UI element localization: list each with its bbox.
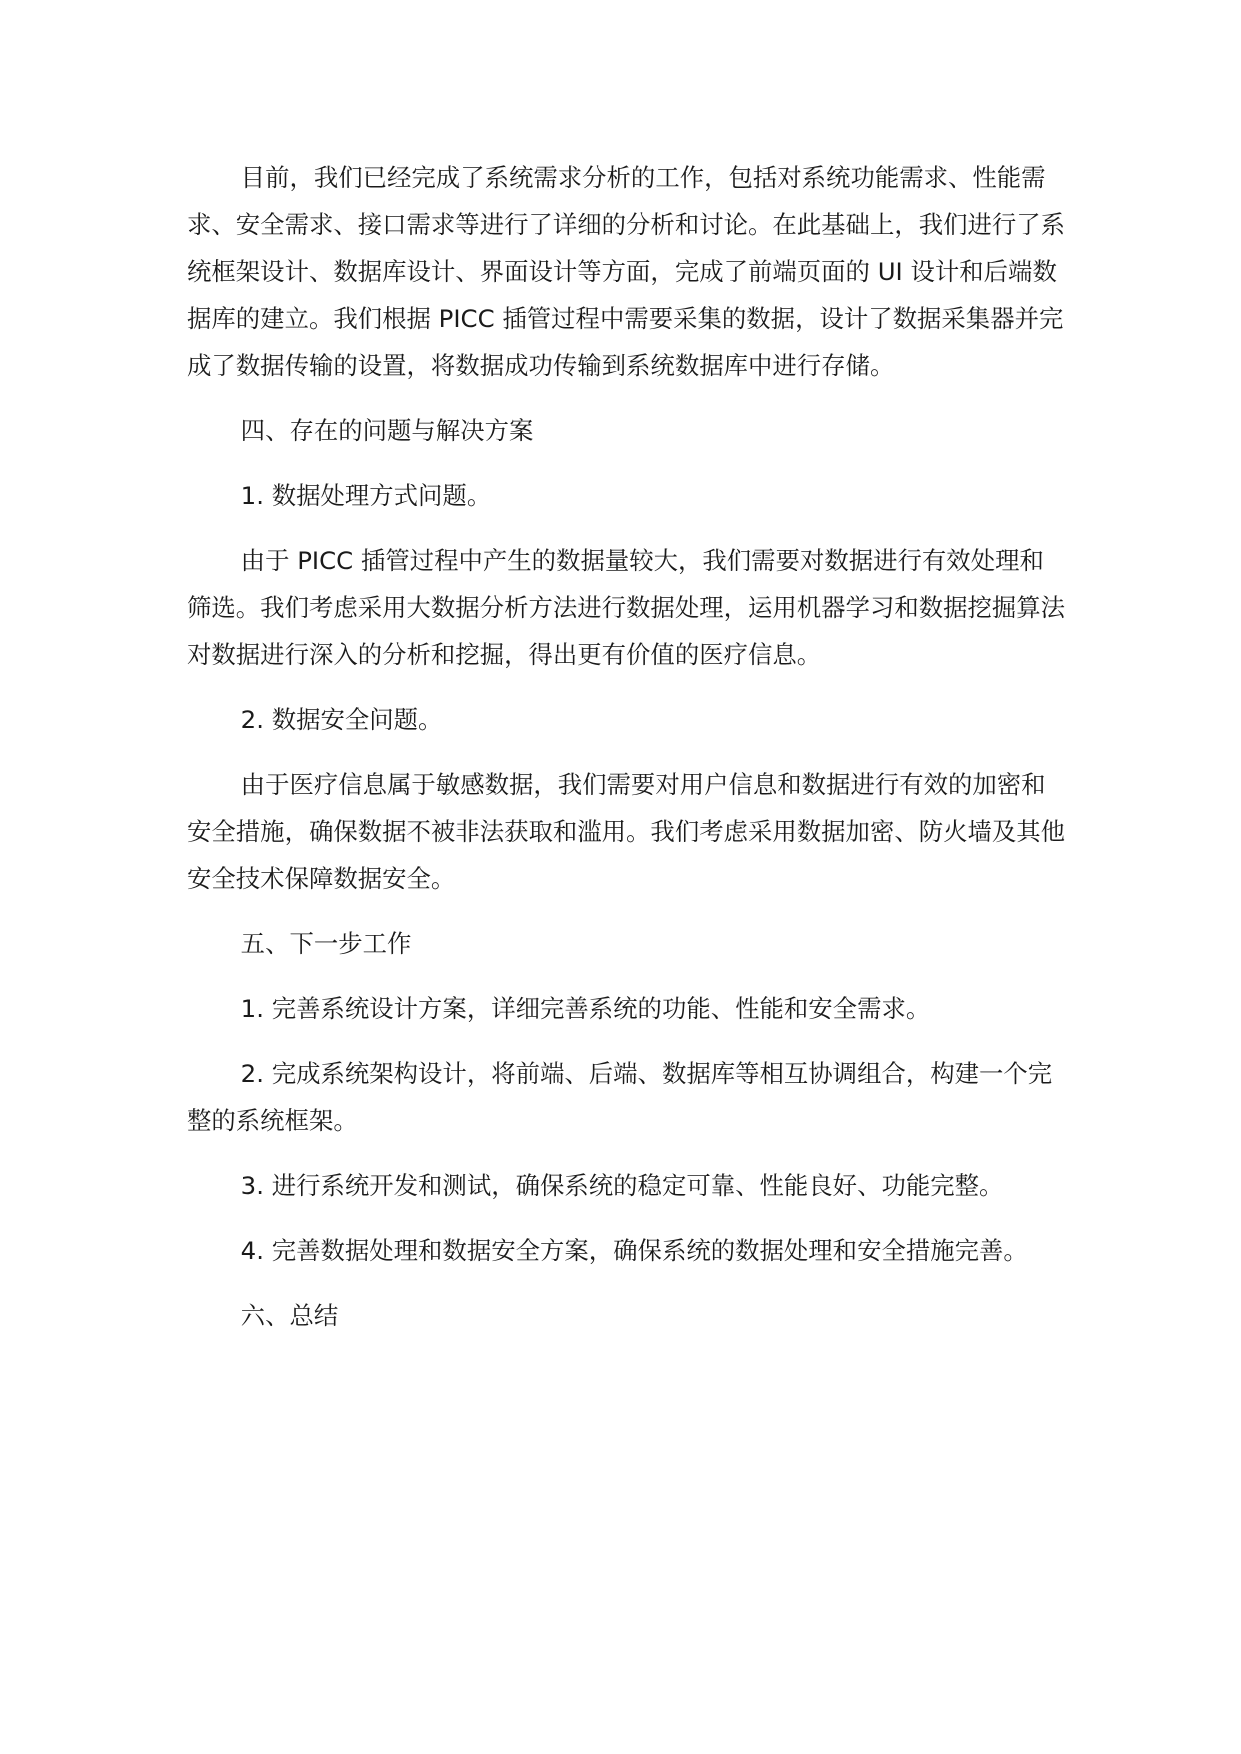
paragraph-gap xyxy=(187,519,1067,537)
section-heading-next-steps: 五、下一步工作 xyxy=(240,929,412,958)
next-step-item-4: 4. 完善数据处理和数据安全方案，确保系统的数据处理和安全措施完善。 xyxy=(240,1236,1028,1265)
paragraph-gap xyxy=(187,1144,1067,1162)
paragraph-gap xyxy=(187,389,1067,407)
progress-paragraph: 目前，我们已经完成了系统需求分析的工作，包括对系统功能需求、性能需求、安全需求、接口需求等进行了详细的分析和讨论。在此基础上，我们进行了系统框架设计、数据库设计、界面设计等方面，完成了前端页面的 UI 设计和后端数据库的建立。我们根据 PICC 插管过程中需要采集的数据，设计了数据采集器并完成了数据传输的设置，将数据成功传输到系统数据库中进行存储。 xyxy=(187,163,1066,380)
next-step-item-1: 1. 完善系统设计方案，详细完善系统的功能、性能和安全需求。 xyxy=(240,994,931,1023)
next-step-item-3: 3. 进行系统开发和测试，确保系统的稳定可靠、性能良好、功能完整。 xyxy=(240,1171,1004,1200)
problem-2-paragraph: 由于医疗信息属于敏感数据，我们需要对用户信息和数据进行有效的加密和安全措施，确保数据不被非法获取和滥用。我们考虑采用数据加密、防火墙及其他安全技术保障数据安全。 xyxy=(187,770,1066,893)
document-body xyxy=(187,154,1067,1339)
section-heading-problems: 四、存在的问题与解决方案 xyxy=(240,416,534,445)
paragraph-gap xyxy=(187,902,1067,920)
problem-1-paragraph: 由于 PICC 插管过程中产生的数据量较大，我们需要对数据进行有效处理和筛选。我们考虑采用大数据分析方法进行数据处理，运用机器学习和数据挖掘算法对数据进行深入的分析和挖掘，得出更有价值的医疗信息。 xyxy=(187,546,1066,669)
problem-item-2: 2. 数据安全问题。 xyxy=(240,705,443,734)
paragraph-gap xyxy=(187,1032,1067,1050)
paragraph-gap xyxy=(187,743,1067,761)
paragraph-gap xyxy=(187,454,1067,472)
paragraph-gap xyxy=(187,1274,1067,1292)
paragraph-gap xyxy=(187,967,1067,985)
section-heading-summary: 六、总结 xyxy=(240,1301,339,1330)
paragraph-gap xyxy=(187,678,1067,696)
next-step-item-2: 2. 完成系统架构设计，将前端、后端、数据库等相互协调组合，构建一个完整的系统框架。 xyxy=(187,1059,1053,1135)
problem-item-1: 1. 数据处理方式问题。 xyxy=(240,481,492,510)
paragraph-gap xyxy=(187,1209,1067,1227)
